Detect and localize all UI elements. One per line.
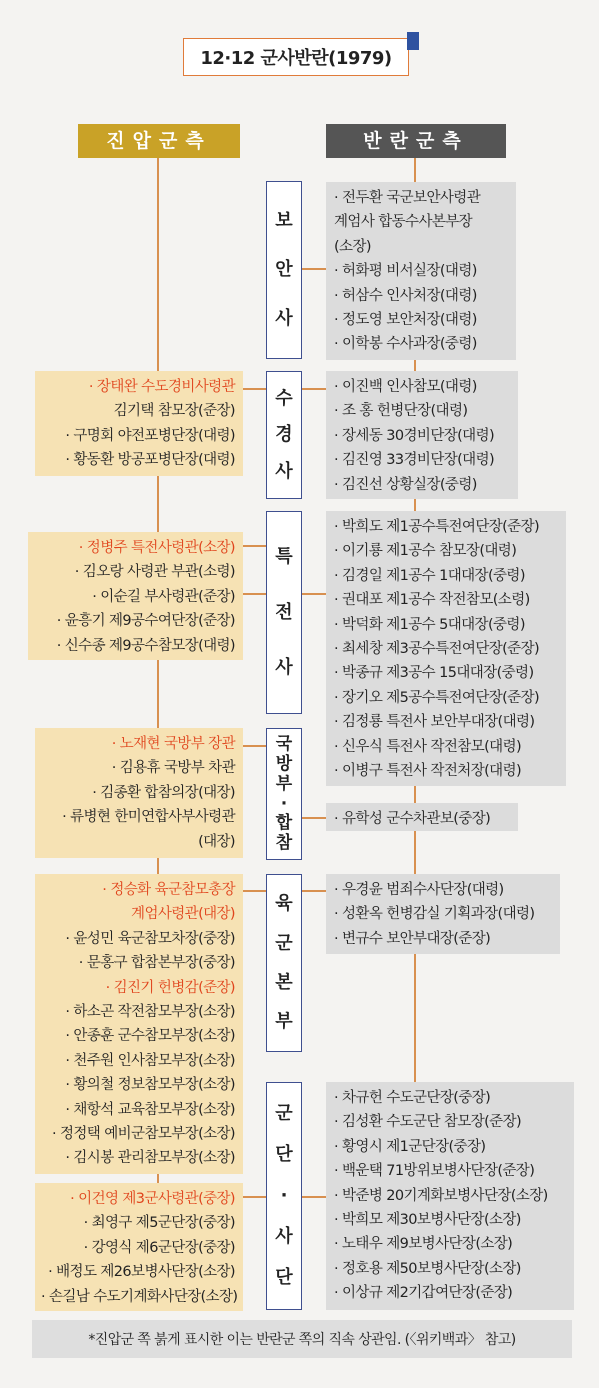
rebel-officer-item: · 김성환 수도군단 참모장(준장) — [334, 1114, 522, 1131]
rebel-officer-item: · 성환옥 헌병감실 기획과장(대령) — [334, 906, 535, 923]
loyal-list-sugyeongsa — [35, 371, 243, 476]
group-label-char: 특 — [275, 546, 293, 568]
loyal-officer-item: · 천주원 인사참모부장(소장) — [65, 1052, 235, 1069]
rebel-officer-item: · 변규수 보안부대장(준장) — [334, 930, 491, 947]
connector-line — [302, 388, 326, 390]
group-label-boansa — [266, 181, 302, 359]
loyal-officer-item: · 신수종 제9공수참모장(대령) — [56, 637, 235, 654]
group-label-char: 방 — [275, 754, 293, 775]
rebel-officer-item: · 정호용 제50보병사단장(소장) — [334, 1260, 521, 1277]
loyal-officer-item: · 안종훈 군수참모부장(소장) — [65, 1028, 235, 1045]
page-title: 12·12 군사반란(1979) — [183, 38, 409, 76]
connector-line — [243, 388, 266, 390]
group-label-char: 사 — [275, 1226, 293, 1248]
group-label-sugyeongsa — [266, 371, 302, 499]
group-label-char: 수 — [275, 387, 293, 409]
group-label-char: 군 — [275, 932, 293, 954]
group-label-char: 사 — [275, 656, 293, 678]
group-label-char: · — [280, 793, 288, 814]
connector-line — [302, 1196, 326, 1198]
group-label-char: · — [280, 1185, 288, 1207]
rebel-officer-item: · 김정룡 특전사 보안부대장(대령) — [334, 714, 535, 731]
loyal-officer-item: · 정승화 육군참모총장 — [102, 882, 235, 898]
rebel-officer-item: · 장기오 제5공수특전여단장(준장) — [334, 689, 540, 706]
loyal-officer-item: · 구명회 야전포병단장(대령) — [65, 427, 235, 444]
rebel-list-sugyeongsa — [326, 371, 518, 499]
group-label-char: 본 — [275, 971, 293, 993]
group-label-gundan — [266, 1082, 302, 1310]
group-label-char: 단 — [275, 1144, 293, 1166]
connector-line — [302, 890, 326, 892]
group-label-yukgun — [266, 874, 302, 1052]
group-label-char: 부 — [275, 773, 293, 794]
rebel-officer-item: 계엄사 합동수사본부장 — [334, 214, 473, 231]
loyal-officer-item: · 이건영 제3군사령관(중장) — [70, 1191, 235, 1207]
loyal-officer-item: · 김종환 합참의장(대장) — [92, 784, 235, 801]
rebel-list-gundan — [326, 1082, 574, 1310]
rebel-officer-item: · 최세창 제3공수특전여단장(준장) — [334, 640, 540, 657]
footnote: *진압군 쪽 붉게 표시한 이는 반란군 쪽의 직속 상관임. (〈위키백과〉 참고) — [32, 1320, 572, 1358]
connector-line — [302, 817, 326, 819]
rebel-officer-item: · 박덕화 제1공수 5대대장(중령) — [334, 616, 525, 633]
rebel-officer-item: · 전두환 국군보안사령관 — [334, 190, 481, 206]
rebel-officer-item: · 이상규 제2기갑여단장(준장) — [334, 1285, 513, 1302]
group-label-char: 부 — [275, 1010, 293, 1032]
loyal-officer-item: · 황의철 정보참모부장(소장) — [65, 1077, 235, 1094]
rebel-officer-item: · 허삼수 인사처장(대령) — [334, 287, 477, 304]
rebel-officer-item: · 장세동 30경비단장(대령) — [334, 427, 495, 444]
rebel-officer-item: · 이진백 인사참모(대령) — [334, 379, 477, 395]
rebel-officer-item: · 김진영 33경비단장(대령) — [334, 452, 495, 469]
group-label-char: 안 — [275, 259, 293, 281]
rebel-officer-item: · 박준병 20기계화보병사단장(소장) — [334, 1187, 548, 1204]
group-label-char: 국 — [275, 734, 293, 755]
group-label-char: 합 — [275, 813, 293, 834]
rebel-list-yukgun — [326, 874, 560, 954]
loyal-officer-item: · 윤흥기 제9공수여단장(준장) — [56, 613, 235, 630]
loyal-officer-item: · 하소곤 작전참모부장(소장) — [65, 1003, 235, 1020]
group-label-char: 참 — [275, 832, 293, 853]
rebel-officer-item: · 황영시 제1군단장(중장) — [334, 1138, 486, 1155]
loyal-officer-item: · 배정도 제26보병사단장(소장) — [48, 1264, 235, 1281]
header-suppression-side: 진압군측 — [78, 124, 240, 158]
rebel-officer-item: · 김진선 상황실장(중령) — [334, 476, 477, 493]
group-label-teukjeonsa — [266, 511, 302, 714]
connector-line — [302, 593, 326, 595]
group-label-char: 육 — [275, 893, 293, 915]
loyal-officer-item: · 강영식 제6군단장(중장) — [83, 1239, 235, 1256]
loyal-officer-item: 김기택 참모장(준장) — [113, 403, 235, 420]
loyal-list-gukbangbu — [35, 728, 243, 858]
rebel-list-teukjeonsa — [326, 511, 566, 786]
rebel-officer-item: · 김경일 제1공수 1대대장(중령) — [334, 567, 525, 584]
rebel-officer-item: · 이기룡 제1공수 참모장(대령) — [334, 543, 517, 560]
loyal-officer-item: · 윤성민 육군참모차장(중장) — [65, 930, 235, 947]
rebel-officer-item: (소장) — [334, 238, 371, 255]
loyal-officer-item: · 정정택 예비군참모부장(소장) — [51, 1125, 235, 1142]
loyal-officer-item: · 류병현 한미연합사부사령관 — [62, 809, 235, 826]
loyal-officer-item: · 장태완 수도경비사령관 — [88, 379, 235, 395]
connector-line — [243, 593, 266, 595]
rebel-officer-item: · 이병구 특전사 작전처장(대령) — [334, 762, 522, 779]
loyal-officer-item: · 채항석 교육참모부장(소장) — [65, 1101, 235, 1118]
connector-line — [243, 890, 266, 892]
loyal-officer-item: · 황동환 방공포병단장(대령) — [65, 452, 235, 469]
loyal-list-teukjeonsa — [28, 532, 243, 660]
title-corner-accent — [407, 32, 419, 50]
rebel-list-gukbangbu — [326, 803, 518, 831]
group-label-gukbangbu — [266, 728, 302, 860]
rebel-officer-item: · 박종규 제3공수 15대대장(중령) — [334, 665, 534, 682]
rebel-officer-item: · 박희모 제30보병사단장(소장) — [334, 1211, 521, 1228]
rebel-list-boansa — [326, 182, 516, 360]
connector-line — [243, 745, 266, 747]
loyal-officer-item: · 김시봉 관리참모부장(소장) — [65, 1150, 235, 1167]
group-label-char: 보 — [275, 210, 293, 232]
loyal-officer-item: (대장) — [198, 833, 235, 850]
rebel-officer-item: · 조 홍 헌병단장(대령) — [334, 403, 468, 420]
rebel-officer-item: · 신우식 특전사 작전참모(대령) — [334, 738, 522, 755]
rebel-officer-item: · 박희도 제1공수특전여단장(준장) — [334, 519, 540, 535]
loyal-officer-item: · 손길남 수도기계화사단장(소장) — [41, 1288, 238, 1305]
rebel-officer-item: · 정도영 보안처장(대령) — [334, 311, 477, 328]
rebel-officer-item: · 백운택 71방위보병사단장(준장) — [334, 1163, 535, 1180]
rebel-officer-item: · 권대포 제1공수 작전참모(소령) — [334, 592, 530, 609]
rebel-officer-item: · 노태우 제9보병사단장(소장) — [334, 1236, 513, 1253]
loyal-officer-item: · 이순길 부사령관(준장) — [92, 588, 235, 605]
group-label-char: 경 — [275, 424, 293, 446]
group-label-char: 단 — [275, 1266, 293, 1288]
connector-line — [302, 268, 326, 270]
header-rebel-side: 반란군측 — [326, 124, 506, 158]
rebel-officer-item: · 유학성 군수차관보(중장) — [334, 811, 491, 827]
group-label-char: 전 — [275, 601, 293, 623]
loyal-officer-item: · 노재현 국방부 장관 — [111, 736, 235, 752]
loyal-officer-item: · 김진기 헌병감(준장) — [105, 979, 235, 996]
loyal-officer-item: · 정병주 특전사령관(소장) — [78, 540, 235, 556]
loyal-officer-item: · 문홍구 합참본부장(중장) — [78, 955, 235, 972]
loyal-list-yukgun — [35, 874, 243, 1174]
rebel-officer-item: · 이학봉 수사과장(중령) — [334, 336, 477, 353]
loyal-officer-item: · 김오랑 사령관 부관(소령) — [74, 564, 235, 581]
group-label-char: 사 — [275, 308, 293, 330]
loyal-officer-item: · 최영구 제5군단장(중장) — [83, 1215, 235, 1232]
loyal-officer-item: 계엄사령관(대장) — [131, 906, 235, 923]
rebel-officer-item: · 우경윤 범죄수사단장(대령) — [334, 882, 504, 898]
rebel-officer-item: · 차규헌 수도군단장(중장) — [334, 1090, 491, 1106]
rebel-officer-item: · 허화평 비서실장(대령) — [334, 263, 477, 280]
connector-line — [243, 1196, 266, 1198]
loyal-list-gundan — [35, 1183, 243, 1311]
loyal-officer-item: · 김용휴 국방부 차관 — [111, 760, 235, 777]
group-label-char: 군 — [275, 1103, 293, 1125]
connector-line — [243, 545, 266, 547]
group-label-char: 사 — [275, 460, 293, 482]
